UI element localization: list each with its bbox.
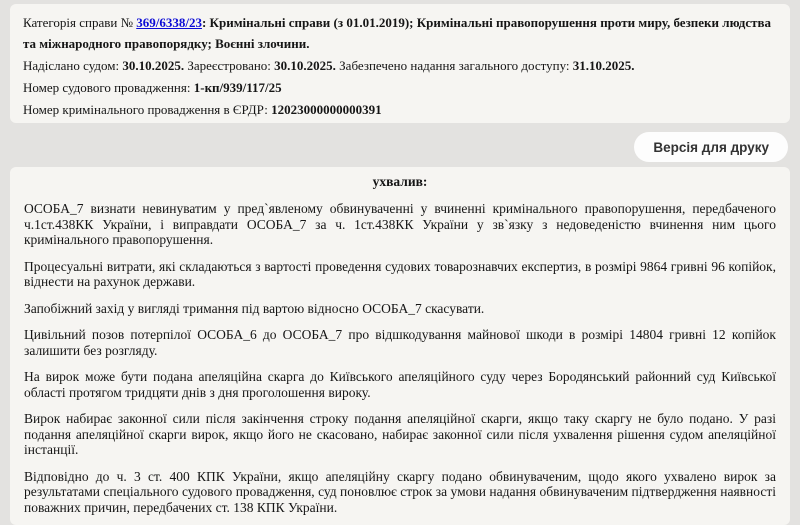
- category-label: Категорія справи №: [23, 15, 133, 30]
- erdr-number-line: [23, 99, 777, 120]
- proceeding-number: 1-кп/939/117/25: [193, 80, 282, 95]
- verdict-paragraph: Процесуальні витрати, які складаються з вартості проведення судових товарознавчих експертиз, в розмірі 9864 гривні 96 копійок, віднести на рахунок держави.: [24, 258, 776, 289]
- verdict-paragraph: Відповідно до ч. 3 ст. 400 КПК України, якщо апеляційну скаргу подано обвинуваченим, щодо якого ухвалено вирок за результатами спеціального судового провадження, суд поновлює строк за умови надання обвинуваченим підтвердження наявності поважних причин, передбачених ст. 138 КПК України.: [24, 468, 776, 515]
- access-date: 31.10.2025.: [572, 58, 635, 73]
- erdr-label: Номер кримінального провадження в ЄРДР:: [23, 102, 268, 117]
- sent-date: 30.10.2025.: [122, 58, 185, 73]
- access-label: Забезпечено надання загального доступу:: [339, 58, 570, 73]
- verdict-paragraph: Вирок набирає законної сили після закінчення строку подання апеляційної скарги, якщо таку скаргу не було подано. У разі подання апеляційної скарги вирок, якщо його не скасовано, набирає законної сили після ухвалення рішення судом апеляційної інстанції.: [24, 411, 776, 457]
- registered-label: Зареєстровано:: [187, 58, 271, 73]
- case-number-link[interactable]: 369/6338/23: [136, 15, 202, 30]
- print-version-button[interactable]: Версія для друку: [634, 132, 788, 162]
- verdict-document-card: [10, 167, 790, 525]
- category-value: : Кримінальні справи (з 01.01.2019); Кримінальні правопорушення проти миру, безпеки людства та міжнародного правопорядку; Воєнні злочини.: [23, 15, 772, 51]
- case-category-line: [23, 12, 777, 54]
- verdict-paragraph: На вирок може бути подана апеляційна скарга до Київського апеляційного суду через Бородянський районний суд Київської області протягом тридцяти днів з дня проголошення вироку.: [24, 369, 776, 400]
- dates-line: [23, 55, 777, 76]
- verdict-paragraph: Цивільний позов потерпілої ОСОБА_6 до ОСОБА_7 про відшкодування майнової шкоди в розмірі 14804 гривні 12 копійок залишити без розгляду.: [24, 327, 776, 358]
- sent-label: Надіслано судом:: [23, 58, 120, 73]
- erdr-number: 12023000000000391: [271, 102, 382, 117]
- toolbar: [0, 123, 800, 167]
- proceeding-label: Номер судового провадження:: [23, 80, 191, 95]
- case-meta-card: [10, 4, 790, 123]
- verdict-heading: ухвалив:: [372, 174, 428, 189]
- registered-date: 30.10.2025.: [274, 58, 336, 73]
- verdict-paragraph: ОСОБА_7 визнати невинуватим у пред`явленому обвинуваченні у вчиненні кримінального правопорушення, передбаченого ч.1ст.438КК України, і виправдати ОСОБА_7 за ч. 1ст.438КК України у зв`язку з недоведеністю вчинення ним цього кримінального правопорушення.: [24, 201, 776, 247]
- verdict-paragraph: Запобіжний захід у вигляді тримання під вартою відносно ОСОБА_7 скасувати.: [24, 300, 485, 316]
- proceeding-number-line: [23, 77, 777, 98]
